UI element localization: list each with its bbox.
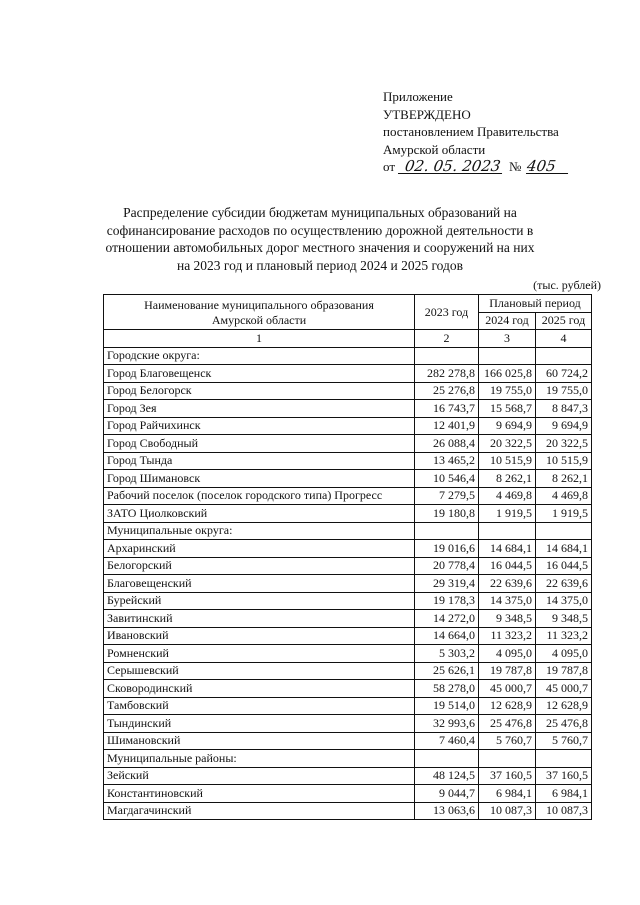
approval-line-region: Амурской области — [383, 141, 486, 157]
subsidy-table — [103, 294, 592, 820]
row-value-2025: 19 787,8 — [536, 662, 592, 680]
row-value-2025: 4 469,8 — [536, 487, 592, 505]
row-value-2025: 12 628,9 — [536, 697, 592, 715]
row-value-2023: 13 063,6 — [415, 802, 479, 820]
row-value-2024: 19 787,8 — [479, 662, 536, 680]
table-row — [104, 417, 592, 435]
table-row — [104, 715, 592, 733]
document-title — [80, 204, 560, 274]
row-value-2025: 11 323,2 — [536, 627, 592, 645]
approval-stamp — [383, 88, 569, 176]
table-row — [104, 365, 592, 383]
table-row — [104, 435, 592, 453]
empty-cell — [479, 522, 536, 540]
row-value-2023: 16 743,7 — [415, 400, 479, 418]
row-value-2023: 26 088,4 — [415, 435, 479, 453]
table-row — [104, 697, 592, 715]
table-row — [104, 400, 592, 418]
table-row — [104, 470, 592, 488]
row-value-2024: 25 476,8 — [479, 715, 536, 733]
row-name: Город Райчихинск — [104, 417, 415, 435]
row-name: Серышевский — [104, 662, 415, 680]
empty-cell — [536, 750, 592, 768]
row-name: Зейский — [104, 767, 415, 785]
header-2023: 2023 год — [415, 295, 479, 330]
row-value-2024: 6 984,1 — [479, 785, 536, 803]
header-planned-period: Плановый период — [479, 295, 592, 313]
approval-line-approved: УТВЕРЖДЕНО — [383, 106, 471, 122]
row-value-2024: 20 322,5 — [479, 435, 536, 453]
header-2025: 2025 год — [536, 312, 592, 330]
row-name: Белогорский — [104, 557, 415, 575]
column-number-row — [104, 330, 592, 348]
col-number-2: 2 — [415, 330, 479, 348]
row-value-2025: 10 515,9 — [536, 452, 592, 470]
row-value-2024: 12 628,9 — [479, 697, 536, 715]
row-name: Магдагачинский — [104, 802, 415, 820]
row-value-2025: 22 639,6 — [536, 575, 592, 593]
handwritten-date: 02. 05. 2023 — [398, 159, 504, 174]
table-row — [104, 645, 592, 663]
row-name: Сковородинский — [104, 680, 415, 698]
row-value-2024: 1 919,5 — [479, 505, 536, 523]
row-name: Город Зея — [104, 400, 415, 418]
row-value-2025: 14 684,1 — [536, 540, 592, 558]
row-value-2025: 4 095,0 — [536, 645, 592, 663]
empty-cell — [415, 522, 479, 540]
row-value-2023: 19 016,6 — [415, 540, 479, 558]
row-value-2025: 60 724,2 — [536, 365, 592, 383]
row-value-2023: 58 278,0 — [415, 680, 479, 698]
row-value-2025: 10 087,3 — [536, 802, 592, 820]
row-value-2024: 9 348,5 — [479, 610, 536, 628]
table-row — [104, 557, 592, 575]
row-name: Город Благовещенск — [104, 365, 415, 383]
unit-label: (тыс. рублей) — [533, 278, 601, 292]
table-row — [104, 785, 592, 803]
empty-cell — [415, 347, 479, 365]
empty-cell — [536, 522, 592, 540]
row-value-2023: 7 279,5 — [415, 487, 479, 505]
row-value-2023: 12 401,9 — [415, 417, 479, 435]
number-prefix: № — [509, 159, 522, 174]
row-name: Город Белогорск — [104, 382, 415, 400]
row-name: Город Тында — [104, 452, 415, 470]
row-value-2025: 45 000,7 — [536, 680, 592, 698]
row-name: Тындинский — [104, 715, 415, 733]
row-value-2023: 14 272,0 — [415, 610, 479, 628]
row-value-2024: 15 568,7 — [479, 400, 536, 418]
row-value-2024: 22 639,6 — [479, 575, 536, 593]
row-value-2024: 37 160,5 — [479, 767, 536, 785]
row-value-2024: 19 755,0 — [479, 382, 536, 400]
row-value-2023: 48 124,5 — [415, 767, 479, 785]
col-number-1: 1 — [104, 330, 415, 348]
row-value-2024: 9 694,9 — [479, 417, 536, 435]
table-row — [104, 540, 592, 558]
table-row — [104, 662, 592, 680]
row-value-2025: 19 755,0 — [536, 382, 592, 400]
table-row — [104, 487, 592, 505]
row-name: Тамбовский — [104, 697, 415, 715]
row-value-2023: 9 044,7 — [415, 785, 479, 803]
row-value-2025: 25 476,8 — [536, 715, 592, 733]
row-name: Город Свободный — [104, 435, 415, 453]
row-value-2024: 45 000,7 — [479, 680, 536, 698]
row-value-2023: 32 993,6 — [415, 715, 479, 733]
row-value-2025: 37 160,5 — [536, 767, 592, 785]
group-header-row — [104, 347, 592, 365]
col-number-4: 4 — [536, 330, 592, 348]
row-value-2023: 20 778,4 — [415, 557, 479, 575]
row-value-2023: 29 319,4 — [415, 575, 479, 593]
row-value-2023: 19 514,0 — [415, 697, 479, 715]
row-value-2024: 14 375,0 — [479, 592, 536, 610]
approval-line-appendix: Приложение — [383, 89, 453, 104]
table-row — [104, 575, 592, 593]
row-name: Рабочий поселок (поселок городского типа) Прогресс — [104, 487, 415, 505]
table-header-row-1 — [104, 295, 592, 313]
row-value-2024: 11 323,2 — [479, 627, 536, 645]
approval-line-decree: постановлением Правительства — [383, 124, 559, 139]
row-value-2025: 9 348,5 — [536, 610, 592, 628]
row-value-2023: 19 180,8 — [415, 505, 479, 523]
row-value-2023: 19 178,3 — [415, 592, 479, 610]
row-value-2024: 14 684,1 — [479, 540, 536, 558]
row-name: Константиновский — [104, 785, 415, 803]
header-name-line-2: Амурской области — [211, 313, 307, 327]
title-line-2: софинансирование расходов по осуществлению дорожной деятельности в — [106, 222, 534, 238]
row-name: Шимановский — [104, 732, 415, 750]
row-value-2024: 5 760,7 — [479, 732, 536, 750]
approval-date-line — [383, 158, 569, 176]
empty-cell — [479, 750, 536, 768]
table-row — [104, 767, 592, 785]
handwritten-number: 405 — [526, 159, 570, 174]
row-value-2025: 5 760,7 — [536, 732, 592, 750]
row-name: Город Шимановск — [104, 470, 415, 488]
title-line-4: на 2023 год и плановый период 2024 и 2025 годов — [176, 257, 464, 273]
row-name: Ивановский — [104, 627, 415, 645]
row-value-2024: 8 262,1 — [479, 470, 536, 488]
group-header-row — [104, 750, 592, 768]
header-name-line-1: Наименование муниципального образования — [144, 298, 374, 312]
row-value-2023: 5 303,2 — [415, 645, 479, 663]
row-value-2024: 4 095,0 — [479, 645, 536, 663]
table-row — [104, 680, 592, 698]
empty-cell — [415, 750, 479, 768]
row-name: Бурейский — [104, 592, 415, 610]
col-number-3: 3 — [479, 330, 536, 348]
row-value-2023: 25 626,1 — [415, 662, 479, 680]
row-value-2025: 6 984,1 — [536, 785, 592, 803]
row-value-2023: 10 546,4 — [415, 470, 479, 488]
group-header-row — [104, 522, 592, 540]
row-value-2025: 9 694,9 — [536, 417, 592, 435]
row-name: Благовещенский — [104, 575, 415, 593]
group-title: Городские округа: — [104, 347, 415, 365]
row-value-2025: 16 044,5 — [536, 557, 592, 575]
row-value-2024: 4 469,8 — [479, 487, 536, 505]
table-row — [104, 382, 592, 400]
row-name: Архаринский — [104, 540, 415, 558]
row-value-2023: 25 276,8 — [415, 382, 479, 400]
row-name: Завитинский — [104, 610, 415, 628]
row-value-2023: 282 278,8 — [415, 365, 479, 383]
row-value-2023: 7 460,4 — [415, 732, 479, 750]
row-value-2023: 14 664,0 — [415, 627, 479, 645]
row-name: Ромненский — [104, 645, 415, 663]
row-value-2025: 8 847,3 — [536, 400, 592, 418]
row-value-2025: 20 322,5 — [536, 435, 592, 453]
row-value-2024: 166 025,8 — [479, 365, 536, 383]
header-name — [104, 295, 415, 330]
title-line-1: Распределение субсидии бюджетам муниципальных образований на — [123, 205, 517, 220]
row-value-2025: 1 919,5 — [536, 505, 592, 523]
empty-cell — [479, 347, 536, 365]
table-row — [104, 610, 592, 628]
table-row — [104, 452, 592, 470]
date-prefix: от — [383, 159, 396, 174]
table-row — [104, 505, 592, 523]
group-title: Муниципальные районы: — [104, 750, 415, 768]
table-row — [104, 627, 592, 645]
group-title: Муниципальные округа: — [104, 522, 415, 540]
table-row — [104, 802, 592, 820]
row-value-2024: 16 044,5 — [479, 557, 536, 575]
table-row — [104, 592, 592, 610]
row-value-2024: 10 087,3 — [479, 802, 536, 820]
row-name: ЗАТО Циолковский — [104, 505, 415, 523]
row-value-2025: 14 375,0 — [536, 592, 592, 610]
table-row — [104, 732, 592, 750]
row-value-2024: 10 515,9 — [479, 452, 536, 470]
empty-cell — [536, 347, 592, 365]
row-value-2025: 8 262,1 — [536, 470, 592, 488]
row-value-2023: 13 465,2 — [415, 452, 479, 470]
title-line-3: отношении автомобильных дорог местного значения и сооружений на них — [105, 240, 535, 255]
header-2024: 2024 год — [479, 312, 536, 330]
